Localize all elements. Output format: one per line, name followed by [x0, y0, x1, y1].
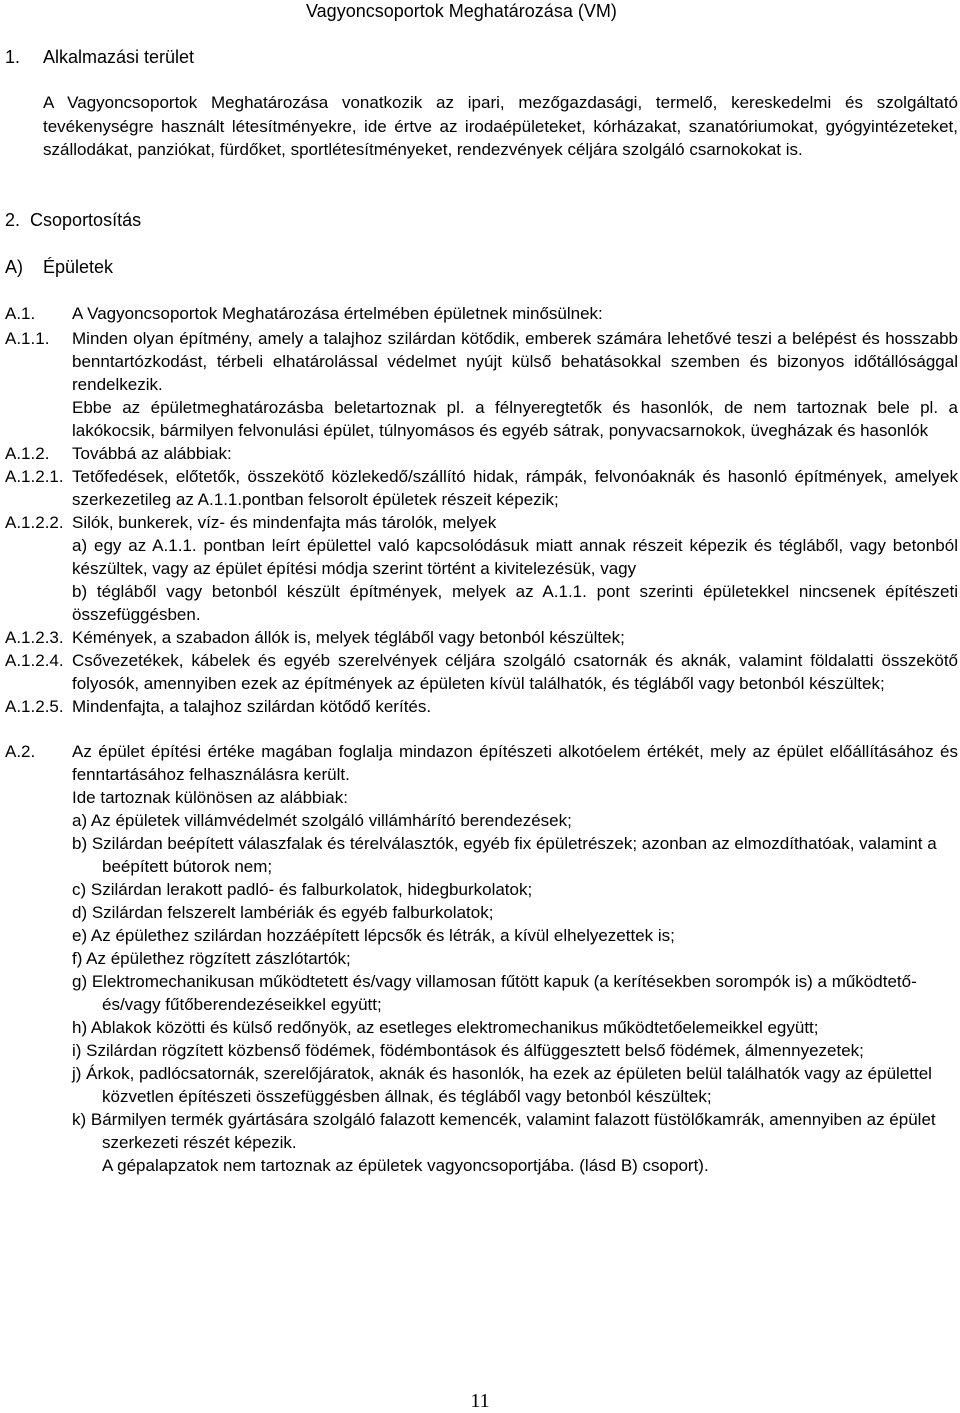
item-text: Kémények, a szabadon állók is, melyek tégláből vagy betonból készültek; — [72, 628, 625, 647]
item-a2 — [5, 740, 958, 1177]
item-label: A.1. — [5, 304, 36, 323]
section-1-text: A Vagyoncsoportok Meghatározása vonatkozik az ipari, mezőgazdasági, termelő, kereskedelmi és szolgáltató tevékenységre használt létesítményekre, ide értve az irodaépületeket, kórházakat, szanatóriumokat, gyógyintézeteket, szállodákat, panziókat, fürdőket, sportlétesítményeket, rendezvények céljára szolgáló csarnokokat is. — [43, 93, 958, 159]
page-header — [0, 0, 960, 26]
list-item: d) Szilárdan felszerelt lambériák és egyéb falburkolatok; — [72, 903, 494, 922]
item-a123 — [5, 626, 958, 649]
list-item: j) Árkok, padlócsatornák, szerelőjáratok, aknák és hasonlók, ha ezek az épületen belül találhatók vagy az épülettel közvetlen építészeti összefüggésben állnak, és tégláből vagy betonból készültek; — [72, 1064, 932, 1106]
item-text: Továbbá az alábbiak: — [72, 444, 232, 463]
item-label: A.1.1. — [5, 329, 50, 348]
item-label: A.1.2.3. — [5, 628, 64, 647]
section-number: 1. — [5, 47, 21, 67]
document-title: Vagyoncsoportok Meghatározása (VM) — [306, 1, 617, 21]
item-a122 — [5, 511, 958, 626]
item-subpoint-a: a) egy az A.1.1. pontban leírt épülettel való kapcsolódásuk miatt annak részeit képezik és tégláből, vagy betonból készültek, vagy az épület építési módja szerint történt a kivitelezésük, vagy — [72, 536, 958, 578]
list-item: b) Szilárdan beépített válaszfalak és térelválasztók, egyéb fix épületrészek; azonban az elmozdíthatóak, valamint a beépített bútorok nem; — [72, 834, 937, 876]
item-label: A.1.2.5. — [5, 697, 64, 716]
item-text: Az épület építési értéke magában foglalja mindazon építészeti alkotóelem értékét, mely az épület előállításához és fenntartásához felhasználásra került. — [72, 742, 958, 784]
item-text: Silók, bunkerek, víz- és mindenfajta más tárolók, melyek — [72, 513, 497, 532]
item-label: A.1.2.1. — [5, 467, 64, 486]
item-intro: Ide tartoznak különösen az alábbiak: — [72, 788, 348, 807]
section-title: Alkalmazási terület — [43, 47, 195, 67]
item-label: A.1.2.4. — [5, 651, 64, 670]
page-number: 11 — [470, 1390, 490, 1412]
item-label: A.1.2.2. — [5, 513, 64, 532]
section-1-heading — [5, 46, 194, 69]
item-a121 — [5, 465, 958, 511]
list-item: a) Az épületek villámvédelmét szolgáló villámhárító berendezések; — [72, 811, 572, 830]
list-item: k) Bármilyen termék gyártására szolgáló falazott kemencék, valamint falazott füstölőkamrák, amennyiben az épület szerkezeti részét képezik. — [72, 1110, 936, 1152]
section-a-body — [5, 302, 958, 1177]
list-item: i) Szilárdan rögzített közbenső födémek, födémbontások és álfüggesztett belső födémek, álmennyezetek; — [72, 1041, 864, 1060]
list-item: f) Az épülethez rögzített zászlótartók; — [72, 949, 351, 968]
list-item: g) Elektromechanikusan működtetett és/vagy villamosan fűtött kapuk (a kerítésekben sorompók is) a működtető- és/vagy fűtőberendezéseikkel együtt; — [72, 972, 917, 1014]
included-items-list — [72, 809, 958, 1154]
item-text-continued: Ebbe az épületmeghatározásba beletartoznak pl. a félnyeregtetők és hasonlók, de nem tartoznak bele pl. a lakókocsik, bármilyen felvonulási épület, túlnyomásos és egyéb sátrak, ponyvacsarnokok, üvegházak és hasonlók — [72, 398, 958, 440]
item-label: A.2. — [5, 742, 36, 761]
item-closing: A gépalapzatok nem tartoznak az épületek vagyoncsoportjába. (lásd B) csoport). — [102, 1156, 709, 1175]
item-subpoint-b: b) tégláből vagy betonból készült építmények, melyek az A.1.1. pont szerinti épületekkel nincsenek építészeti összefüggésben. — [72, 582, 958, 624]
list-item: h) Ablakok közötti és külső redőnyök, az esetleges elektromechanikus működtetőelemeikkel együtt; — [72, 1018, 819, 1037]
section-a-heading — [5, 256, 113, 279]
item-text: Tetőfedések, előtetők, összekötő közlekedő/szállító hidak, rámpák, felvonóaknák és hasonló építmények, amelyek szerkezetileg az A.1.1.pontban felsorolt épületek részeit képezik; — [72, 467, 958, 509]
section-title: Épületek — [43, 257, 114, 277]
item-label: A.1.2. — [5, 444, 50, 463]
item-text: Minden olyan építmény, amely a talajhoz szilárdan kötődik, emberek számára lehetővé teszi a belépést és hosszabb benntartózkodást, térbeli elhatárolással védelmet nyújt külső behatásokkal szemben és bizonyos időtállósággal rendelkezik. — [72, 329, 958, 394]
list-item: e) Az épülethez szilárdan hozzáépített lépcsők és létrák, a kívül elhelyezettek is; — [72, 926, 675, 945]
section-letter: A) — [5, 257, 23, 277]
item-a1 — [5, 302, 958, 325]
section-2-heading — [5, 209, 141, 232]
item-a12 — [5, 442, 958, 465]
item-text: Csővezetékek, kábelek és egyéb szerelvények céljára szolgáló csatornák és aknák, valamint földalatti összekötő folyosók, amennyiben ezek az építmények az épületen kívül találhatók, és tégláből vagy betonból készültek; — [72, 651, 958, 693]
item-a124 — [5, 649, 958, 695]
section-number: 2. — [5, 210, 21, 230]
section-title: Csoportosítás — [30, 210, 142, 230]
item-text: A Vagyoncsoportok Meghatározása értelmében épületnek minősülnek: — [72, 304, 603, 323]
list-item: c) Szilárdan lerakott padló- és falburkolatok, hidegburkolatok; — [72, 880, 533, 899]
item-a125 — [5, 695, 958, 718]
item-a11 — [5, 327, 958, 442]
item-text: Mindenfajta, a talajhoz szilárdan kötődő kerítés. — [72, 697, 432, 716]
